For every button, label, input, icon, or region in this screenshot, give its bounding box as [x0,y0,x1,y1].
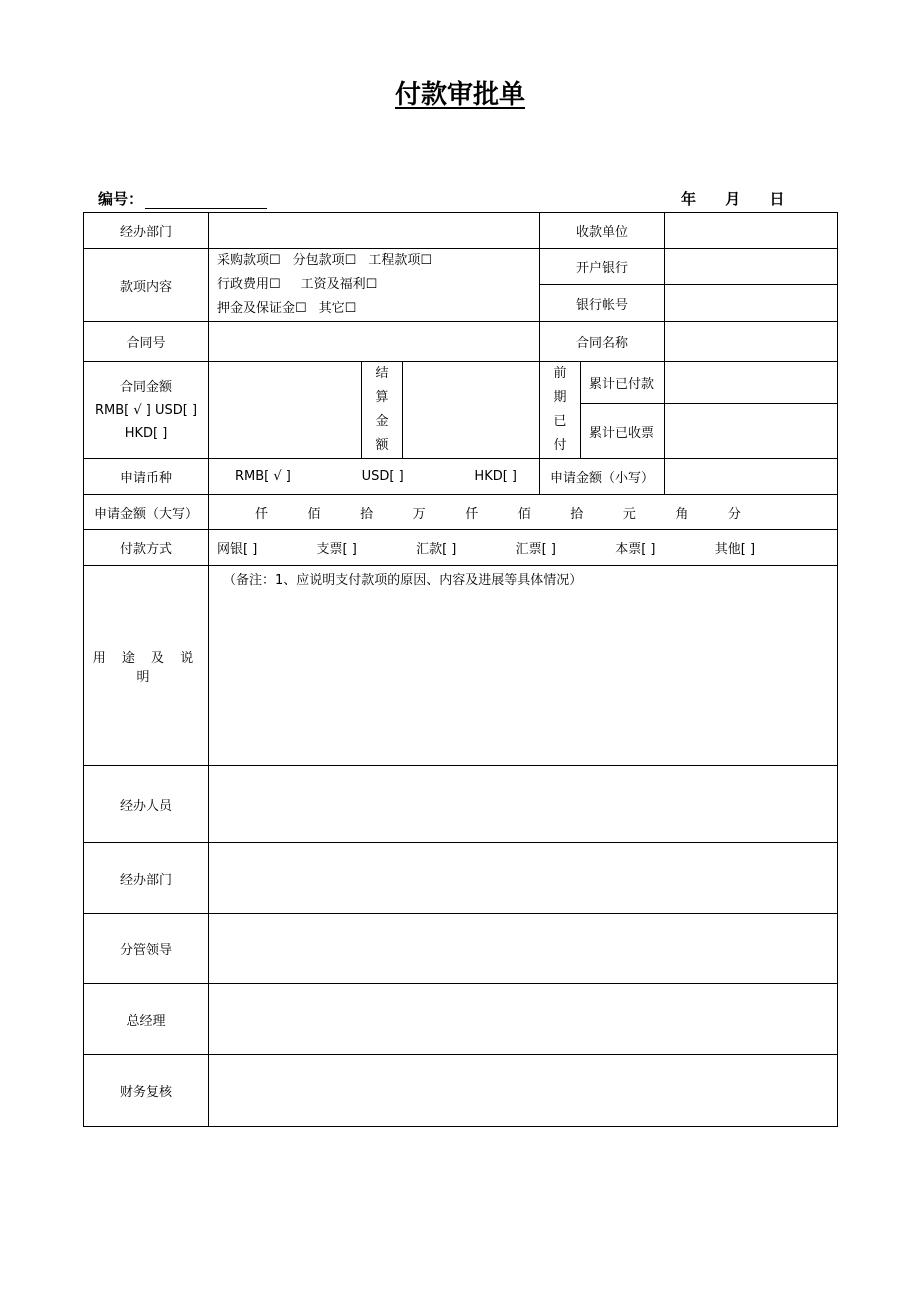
account-field[interactable] [665,285,838,322]
amount-small-label: 申请金额（小写） [540,459,665,495]
currency-label: 申请币种 [84,459,209,495]
payee-field[interactable] [665,213,838,249]
caps-unit: 拾 [570,506,584,522]
currency-usd[interactable]: USD[ ] [361,469,404,484]
amount-caps-field[interactable] [209,495,838,530]
pay-method-options [209,530,838,566]
handler-label: 经办人员 [84,766,209,843]
row-contract [84,322,838,362]
row-leader [84,914,838,984]
row-usage [84,566,838,766]
prior-char: 前 [553,366,567,381]
row-dept-sign [84,843,838,914]
type-salary[interactable]: 工资及福利☐ [300,277,378,292]
settle-char: 金 [375,414,389,429]
row-finance [84,1055,838,1127]
content-label: 款项内容 [84,249,209,322]
row-content [84,249,838,285]
contract-currency-line2: HKD[ ] [124,425,168,441]
settle-char: 额 [375,438,389,453]
type-deposit[interactable]: 押金及保证金☐ [217,301,307,316]
usage-label: 用 途 及 说 明 [84,566,209,766]
leader-label: 分管领导 [84,914,209,984]
contract-currency-line1: RMB[ √ ] USD[ ] [94,402,198,418]
day-label: 日 [769,190,785,208]
row-dept [84,213,838,249]
settle-char: 结 [375,366,389,381]
pay-online[interactable]: 网银[ ] [217,542,258,557]
contract-name-field[interactable] [665,322,838,362]
amount-caps-label: 申请金额（大写） [84,495,209,530]
amount-small-field[interactable] [665,459,838,495]
title-text: 付款审批单 [394,80,525,110]
contract-amount-title: 合同金额 [119,379,172,395]
settle-char: 算 [375,390,389,405]
payee-label: 收款单位 [540,213,665,249]
type-purchase[interactable]: 采购款项☐ [217,253,281,268]
caps-unit: 角 [675,506,689,522]
cum-received-label: 累计已收票 [581,404,665,459]
dept-sign-label: 经办部门 [84,843,209,914]
finance-field[interactable] [209,1055,838,1127]
pay-remit[interactable]: 汇款[ ] [416,542,457,557]
leader-field[interactable] [209,914,838,984]
type-other[interactable]: 其它☐ [318,301,357,316]
row-gm [84,984,838,1055]
caps-unit: 万 [412,506,426,522]
currency-hkd[interactable]: HKD[ ] [474,469,518,484]
usage-field[interactable] [209,566,838,766]
caps-unit: 仟 [465,506,479,522]
row-pay-method [84,530,838,566]
dept-label: 经办部门 [84,213,209,249]
caps-unit: 元 [622,506,636,522]
form-date [681,188,785,209]
cum-paid-field[interactable] [665,362,838,404]
contract-amount-label [84,362,209,459]
cum-received-field[interactable] [665,404,838,459]
prior-paid-label [540,362,581,459]
currency-options [209,459,540,495]
prior-char: 付 [553,438,567,453]
caps-unit: 佰 [307,506,321,522]
prior-char: 已 [553,414,567,429]
caps-unit: 佰 [517,506,531,522]
row-currency [84,459,838,495]
row-amount-caps [84,495,838,530]
pay-draft[interactable]: 汇票[ ] [515,542,556,557]
contract-no-label: 合同号 [84,322,209,362]
form-number-label: 编号： [98,190,144,208]
caps-unit: 仟 [255,506,269,522]
contract-name-label: 合同名称 [540,322,665,362]
pay-method-label: 付款方式 [84,530,209,566]
finance-label: 财务复核 [84,1055,209,1127]
bank-label: 开户银行 [540,249,665,285]
pay-promissory[interactable]: 本票[ ] [615,542,656,557]
caps-unit: 拾 [360,506,374,522]
type-subcontract[interactable]: 分包款项☐ [292,253,357,268]
dept-field[interactable] [209,213,540,249]
page-title [0,74,920,111]
gm-label: 总经理 [84,984,209,1055]
form-number-field[interactable] [145,192,267,209]
currency-rmb[interactable]: RMB[ √ ] [235,469,291,484]
pay-check[interactable]: 支票[ ] [316,542,357,557]
month-label: 月 [725,190,741,208]
contract-amount-field[interactable] [209,362,362,459]
usage-note: （备注：1、应说明支付款项的原因、内容及进展等具体情况） [223,573,583,588]
account-label: 银行帐号 [540,285,665,322]
bank-field[interactable] [665,249,838,285]
prior-char: 期 [553,390,567,405]
pay-other[interactable]: 其他[ ] [714,542,756,557]
row-contract-amount [84,362,838,404]
settle-amount-field[interactable] [403,362,540,459]
caps-unit: 分 [727,506,741,522]
cum-paid-label: 累计已付款 [581,362,665,404]
contract-no-field[interactable] [209,322,540,362]
settle-amount-label [362,362,403,459]
type-admin[interactable]: 行政费用☐ [217,277,281,292]
type-engineering[interactable]: 工程款项☐ [368,253,432,268]
approval-form-table [83,212,838,1127]
payment-types [209,249,540,322]
handler-field[interactable] [209,766,838,843]
dept-sign-field[interactable] [209,843,838,914]
row-handler [84,766,838,843]
gm-field[interactable] [209,984,838,1055]
year-label: 年 [681,190,697,208]
form-number [98,188,267,209]
